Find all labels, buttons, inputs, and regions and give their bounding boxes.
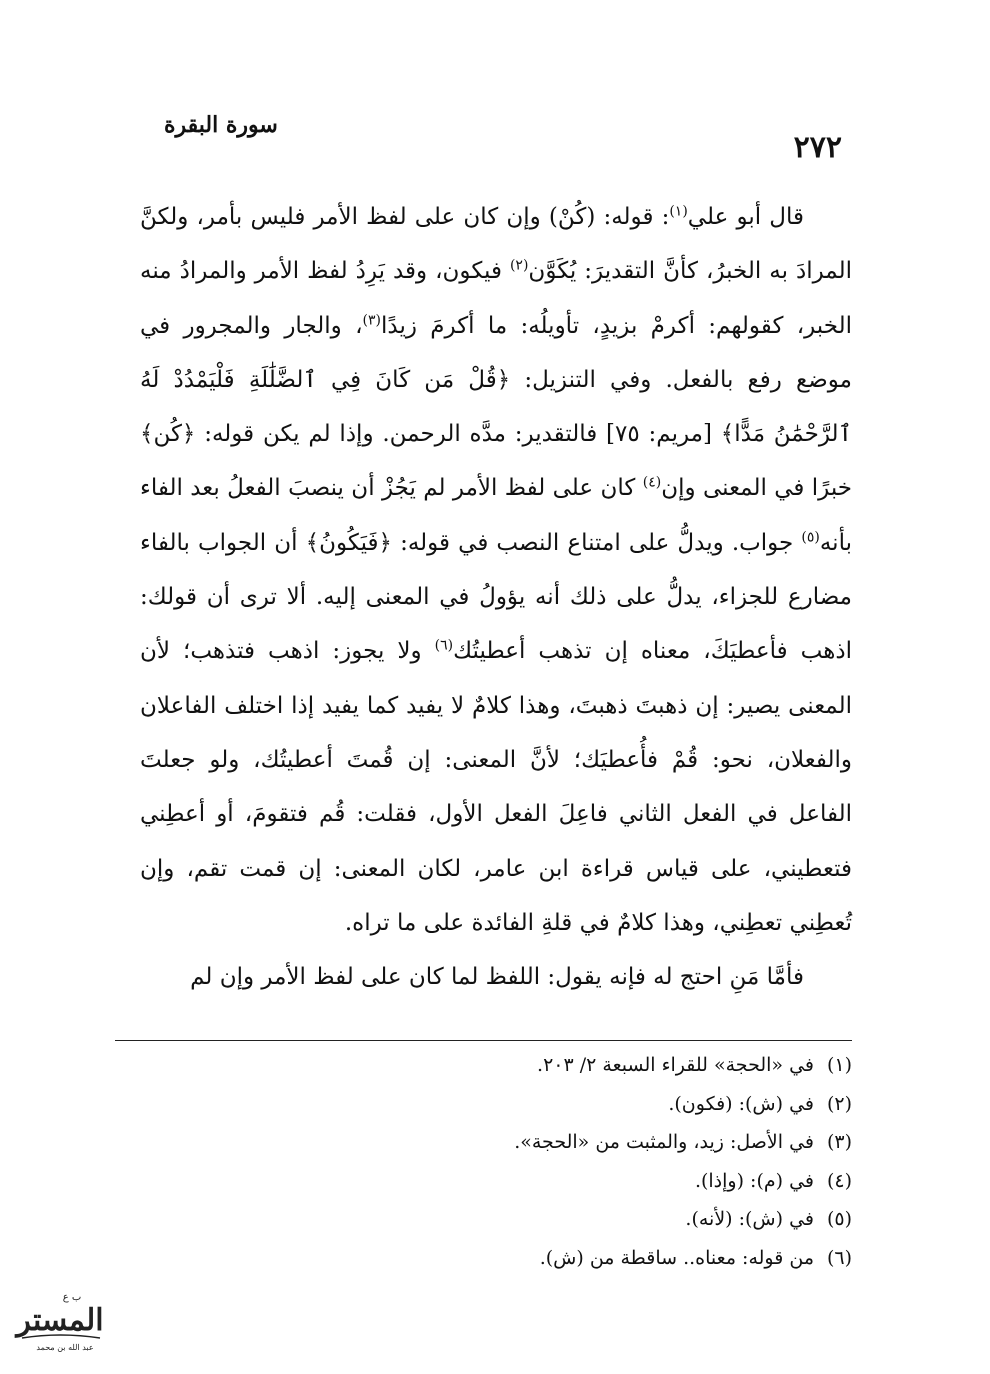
text-span: ، والجار والمجرور في موضع رفع بالفعل. وفي التنزيل: ﴿قُلْ مَن كَانَ فِي ٱلضَّلَٰلَةِ فَلْيَمْدُدْ لَهُ ٱلرَّحْمَٰنُ مَدًّا﴾ [مريم: ٧٥] فالتقدير: مدَّه الرحمن. وإذا لم يكن قوله: ﴿كُن﴾ خبرًا في المعنى وإن (140, 312, 852, 502)
footnote-ref-2[interactable]: (٢) (509, 257, 529, 274)
text-span: : قوله: (كُنْ) وإن كان على لفظ الأمر فليس بأمر، ولكنَّ المرادَ به الخبرُ، كأنَّ التقديرَ: يُكَوَّن (140, 204, 853, 285)
footnote-divider (115, 1040, 852, 1041)
footnote-text: في الأصل: زيد، والمثبت من «الحجة». (514, 1131, 814, 1154)
footnotes (115, 1046, 852, 1278)
footnote-item (115, 1162, 852, 1201)
footnote-text: في «الحجة» للقراء السبعة ٢/ ٢٠٣. (537, 1054, 814, 1076)
stamp-main-text: المستر (16, 1303, 104, 1338)
text-span: قال أبو علي (687, 204, 804, 230)
footnote-number: (٢) (826, 1092, 852, 1115)
footnote-ref-6[interactable]: (٦) (434, 637, 454, 654)
footnote-number: (٥) (826, 1208, 852, 1231)
footnote-item (115, 1239, 852, 1278)
footnote-text: في (م): (وإذا). (694, 1169, 814, 1192)
footnote-text: في (ش): (لأنه). (685, 1208, 814, 1231)
footnote-text: من قوله: معناه.. ساقطة من (ش). (539, 1246, 814, 1269)
library-stamp-logo (10, 1286, 110, 1356)
footnote-text: في (ش): (فكون). (668, 1092, 814, 1115)
stamp-sub-text: عبد الله بن محمد (36, 1343, 94, 1352)
stamp-top-text: ب ع (62, 1292, 82, 1303)
footnote-item (115, 1046, 852, 1085)
footnote-ref-4[interactable]: (٤) (642, 474, 662, 491)
page-header (120, 108, 870, 168)
paragraph-2: فأمَّا مَنِ احتج له فإنه يقول: اللفظ لما كان على لفظ الأمر وإن لم (190, 964, 804, 991)
paragraph-1 (140, 190, 852, 950)
footnote-item (115, 1200, 852, 1239)
text-span: فيكون، وقد يَرِدُ لفظ الأمر والمرادُ منه الخبر، كقولهم: أكرمْ بزيدٍ، تأويلُه: ما أكرمَ زيدًا (140, 258, 852, 339)
footnote-item (115, 1123, 852, 1162)
footnote-ref-3[interactable]: (٣) (362, 311, 381, 328)
text-span: ولا يجوز: اذهب فتذهب؛ لأن المعنى يصير: إن ذهبتَ ذهبتَ، وهذا كلامٌ لا يفيد كما يفيد إذا اختلف الفاعلان والفعلان، نحو: قُمْ فأُعطيَك؛ لأنَّ المعنى: إن قُمتَ أعطيتُك، ولو جعلتَ الفاعل في الفعل الثاني فاعِلَ الفعل الأول، فقلت: قُم فتقومَ، أو أعطِني فتعطيني، على قياس قراءة ابن عامر، لكان المعنى: إن قمت تقم، وإن تُعطِني تعطِني، وهذا كلامٌ في قلةِ الفائدة على ما تراه. (140, 638, 852, 936)
footnote-number: (٤) (826, 1169, 852, 1192)
footnote-ref-1[interactable]: (١) (669, 203, 688, 220)
page-number: ٢٧٢ (793, 130, 842, 165)
main-text (140, 190, 852, 1004)
text-span: كان على لفظ الأمر لم يَجُزْ أن ينصبَ الفعلُ بعد الفاء بأنه (140, 475, 852, 556)
footnote-number: (٣) (826, 1131, 852, 1154)
text-span: جواب. ويدلُّ على امتناع النصب في قوله: ﴿فَيَكُونُ﴾ أن الجواب بالفاء مضارع للجزاء، يدلُّ على ذلك أنه يؤولُ في المعنى إليه. ألا ترى أن قولك: اذهب فأعطيَكَ، معناه إن تذهب أعطيتُك (140, 529, 852, 665)
footnote-ref-5[interactable]: (٥) (801, 529, 820, 546)
footnote-item (115, 1085, 852, 1124)
running-title: سورة البقرة (164, 112, 278, 138)
footnote-number: (٦) (826, 1246, 852, 1269)
footnote-number: (١) (826, 1054, 852, 1076)
